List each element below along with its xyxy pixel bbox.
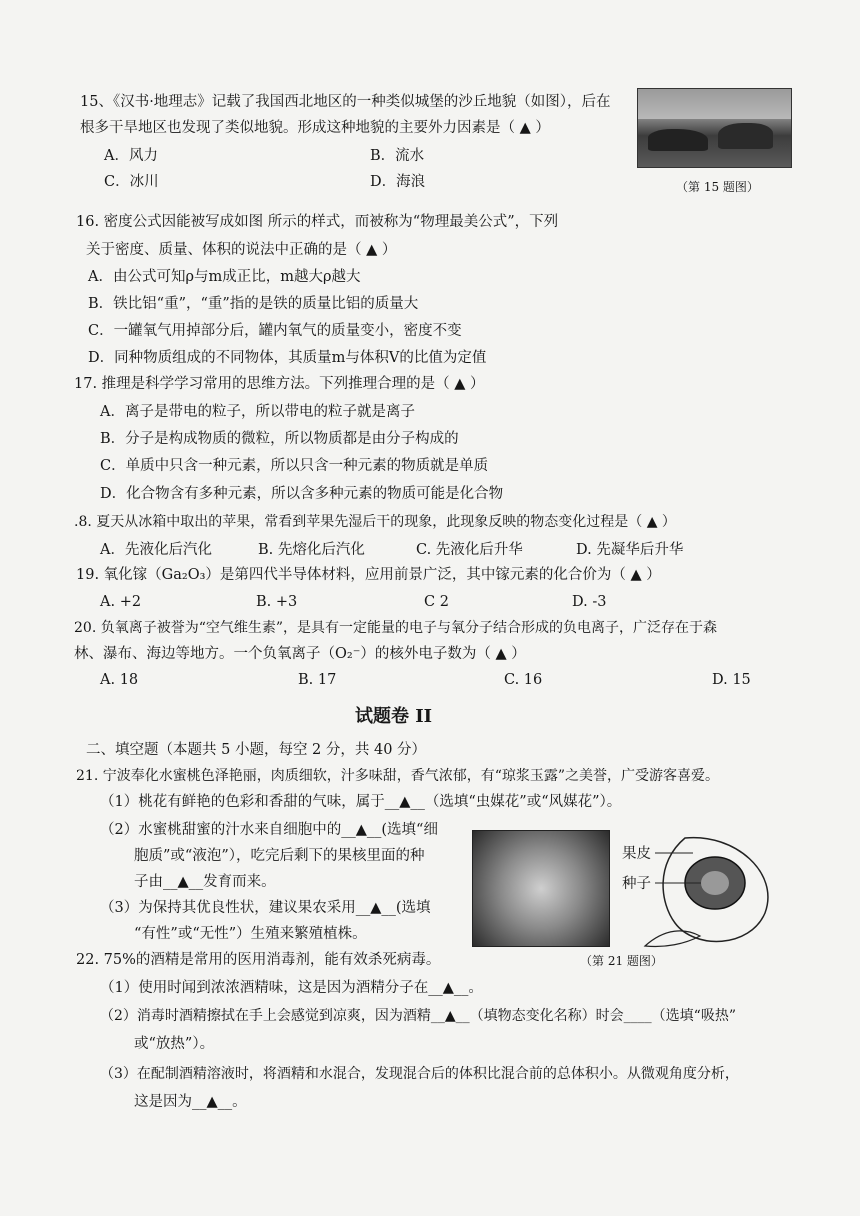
q18-option-d: D. 先凝华后升华 [576, 542, 684, 558]
q15-option-c: C．冰川 [104, 174, 159, 190]
q15-option-b: B．流水 [370, 148, 425, 164]
q19-option-c: C 2 [424, 594, 449, 610]
q21-peach-blossom-photo [472, 830, 610, 947]
q22-part2-line1: （2）消毒时酒精擦拭在手上会感觉到凉爽，因为酒精__▲__（填物态变化名称）时会____（选填“吸热” [100, 1008, 736, 1024]
q21-part2-line3: 子由__▲__发育而来。 [134, 874, 276, 890]
q22-part3-line1: （3）在配制酒精溶液时，将酒精和水混合，发现混合后的体积比混合前的总体积小。从微观角度分析， [100, 1066, 739, 1082]
section-title: 试题卷 II [355, 706, 433, 727]
q17-option-c: C．单质中只含一种元素，所以只含一种元素的物质就是单质 [100, 458, 489, 474]
q21-caption: （第 21 题图） [580, 954, 663, 968]
q15-caption: （第 15 题图） [676, 180, 759, 194]
q22-part1: （1）使用时闻到浓浓酒精味，这是因为酒精分子在__▲__。 [100, 980, 483, 996]
q21-label-seed: 种子 [622, 876, 651, 892]
q21-part3-line2: “有性”或“无性”）生殖来繁殖植株。 [134, 926, 367, 942]
q16-option-d: D．同种物质组成的不同物体，其质量m与体积V的比值为定值 [88, 350, 487, 366]
q19-line1: 19. 氧化镓（Ga₂O₃）是第四代半导体材料，应用前景广泛，其中镓元素的化合价为（ ▲ ） [76, 567, 661, 583]
q15-line2: 根多干旱地区也发现了类似地貌。形成这种地貌的主要外力因素是（ ▲ ） [80, 120, 550, 136]
q17-line1: 17. 推理是科学学习常用的思维方法。下列推理合理的是（ ▲ ） [74, 376, 485, 392]
q20-line1: 20. 负氧离子被誉为“空气维生素”，是具有一定能量的电子与氧分子结合形成的负电离子，广泛存在于森 [74, 620, 718, 636]
q16-option-a: A．由公式可知ρ与m成正比，m越大ρ越大 [88, 269, 361, 285]
q22-part2-line2: 或“放热”）。 [134, 1036, 215, 1052]
q16-option-c: C．一罐氧气用掉部分后，罐内氧气的质量变小，密度不变 [88, 323, 462, 339]
q20-line2: 林、瀑布、海边等地方。一个负氧离子（O₂⁻）的核外电子数为（ ▲ ） [74, 646, 526, 662]
q19-option-a: A. +2 [100, 594, 142, 610]
q21-part1: （1）桃花有鲜艳的色彩和香甜的气味，属于__▲__（选填“虫媒花”或“风媒花”）。 [100, 794, 622, 810]
q15-option-d: D．海浪 [370, 174, 426, 190]
q20-option-a: A. 18 [100, 672, 139, 688]
q15-option-a: A．风力 [104, 148, 158, 164]
q21-part2-line1: （2）水蜜桃甜蜜的汁水来自细胞中的__▲__(选填“细 [100, 822, 438, 838]
q22-line1: 22. 75%的酒精是常用的医用消毒剂，能有效杀死病毒。 [76, 952, 441, 968]
q16-line1: 16. 密度公式因能被写成如图 所示的样式，而被称为“物理最美公式”，下列 [76, 214, 559, 230]
q21-part3-line1: （3）为保持其优良性状，建议果农采用__▲__(选填 [100, 900, 431, 916]
q20-option-c: C. 16 [504, 672, 543, 688]
q22-part3-line2: 这是因为__▲__。 [134, 1094, 247, 1110]
q21-label-peel: 果皮 [622, 846, 651, 862]
q20-option-b: B. 17 [298, 672, 337, 688]
q18-option-a: A．先液化后汽化 [100, 542, 212, 558]
q19-option-d: D. -3 [572, 594, 607, 610]
q21-part2-line2: 胞质”或“液泡”），吃完后剩下的果核里面的种 [134, 848, 425, 864]
q21-line1: 21. 宁波奉化水蜜桃色泽艳丽，肉质细软，汁多味甜，香气浓郁，有“琼浆玉露”之美誉，广受游客喜爱。 [76, 768, 720, 784]
q17-option-a: A．离子是带电的粒子，所以带电的粒子就是离子 [100, 404, 415, 420]
q18-option-c: C. 先液化后升华 [416, 542, 523, 558]
q18-line1: .8. 夏天从冰箱中取出的苹果，常看到苹果先湿后干的现象，此现象反映的物态变化过程是（ ▲ ） [74, 514, 676, 530]
q18-option-b: B. 先熔化后汽化 [258, 542, 365, 558]
q19-option-b: B. +3 [256, 594, 298, 610]
q20-option-d: D. 15 [712, 672, 751, 688]
section-heading: 二、填空题（本题共 5 小题，每空 2 分，共 40 分） [86, 742, 427, 758]
q16-line2: 关于密度、质量、体积的说法中正确的是（ ▲ ） [86, 242, 397, 258]
q16-option-b: B．铁比铝“重”，“重”指的是铁的质量比铝的质量大 [88, 296, 419, 312]
q15-line1: 15、《汉书·地理志》记载了我国西北地区的一种类似城堡的沙丘地貌（如图），后在 [80, 94, 611, 110]
q17-option-b: B．分子是构成物质的微粒，所以物质都是由分子构成的 [100, 431, 459, 447]
q17-option-d: D．化合物含有多种元素，所以含多种元素的物质可能是化合物 [100, 486, 504, 502]
q15-dune-photo [637, 88, 792, 168]
